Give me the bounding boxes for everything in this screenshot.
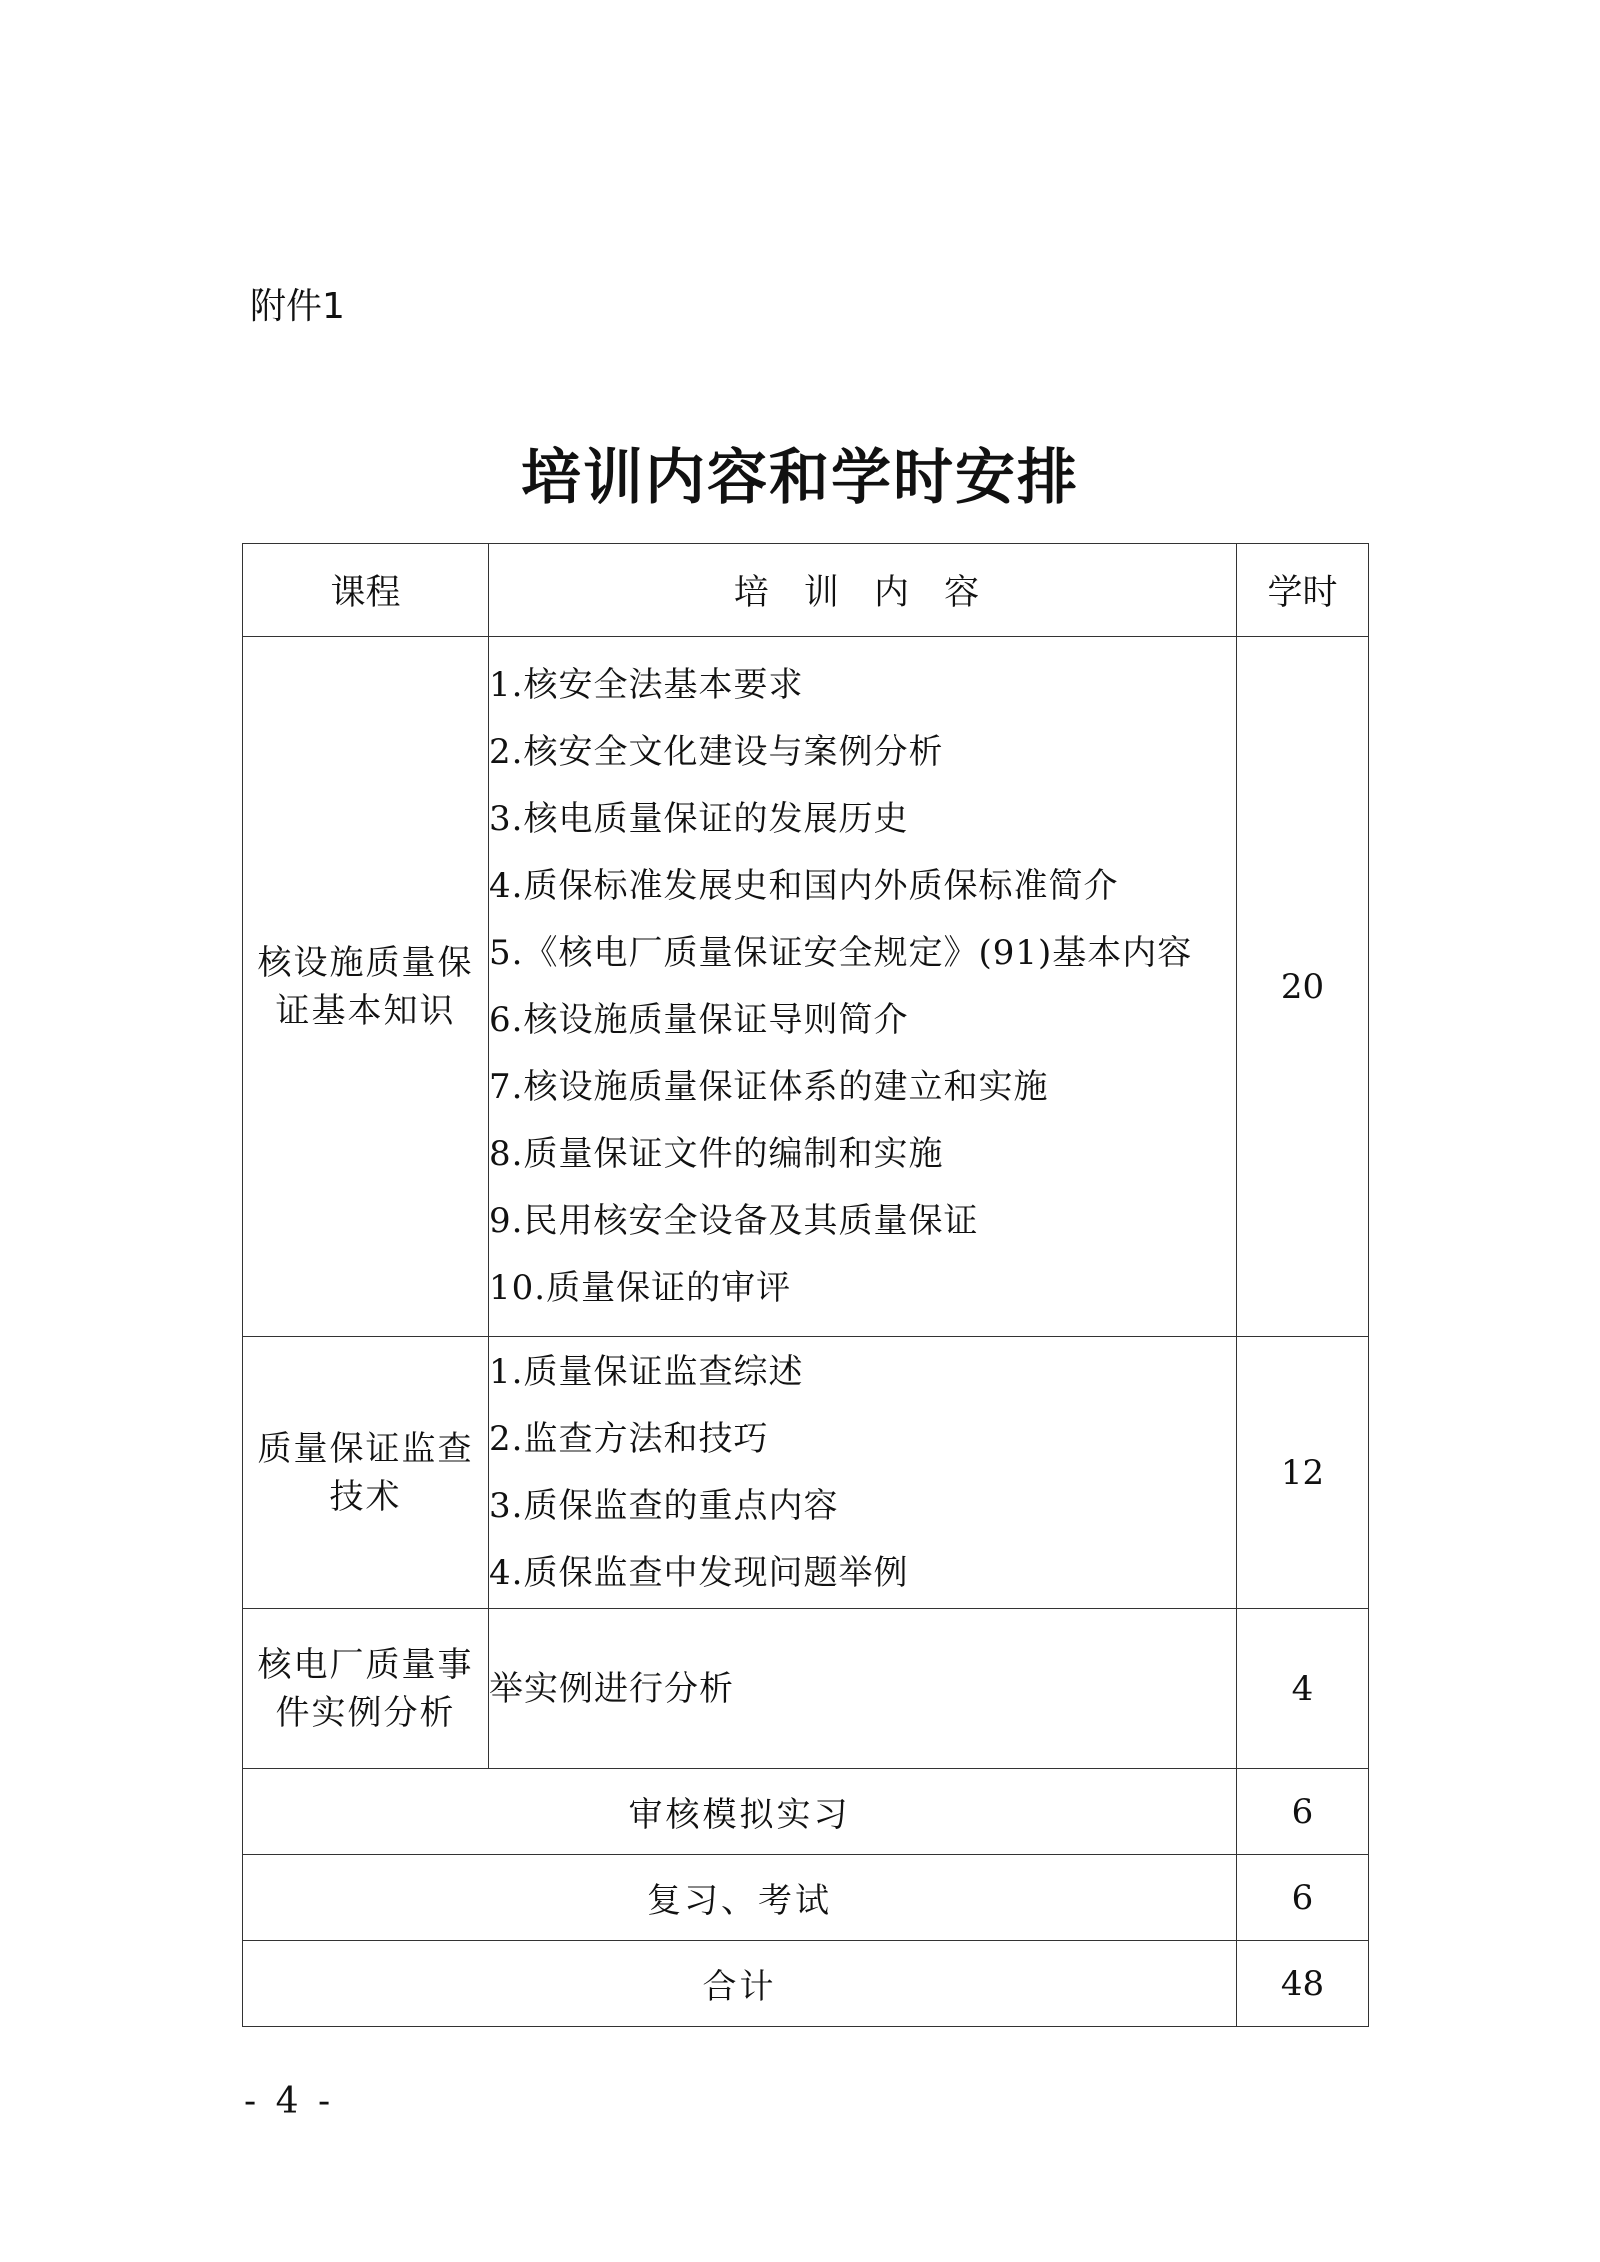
page-title: 培训内容和学时安排 <box>521 443 1079 513</box>
attachment-label: 附件1 <box>250 286 345 327</box>
table-row-total <box>243 1941 1369 2027</box>
content-item: 3.质保监查的重点内容 <box>489 1485 839 1526</box>
course-name: 核设施质量保证基本知识 <box>243 637 489 1337</box>
hours-value: 20 <box>1237 637 1369 1337</box>
schedule-table <box>242 543 1369 2027</box>
header-content: 培 训 内 容 <box>489 544 1237 637</box>
content-cell: 举实例进行分析 <box>489 1609 1237 1769</box>
content-item: 10.质量保证的审评 <box>489 1267 792 1308</box>
content-item: 9.民用核安全设备及其质量保证 <box>489 1200 979 1241</box>
table-row <box>243 637 1369 1337</box>
content-item: 5.《核电厂质量保证安全规定》(91)基本内容 <box>489 932 1193 973</box>
hours-value: 6 <box>1237 1769 1369 1855</box>
total-label: 合计 <box>243 1941 1237 2027</box>
content-item: 2.核安全文化建设与案例分析 <box>489 731 944 772</box>
content-item: 2.监查方法和技巧 <box>489 1418 769 1459</box>
header-course: 课程 <box>243 544 489 637</box>
content-item: 6.核设施质量保证导则简介 <box>489 999 909 1040</box>
total-hours-value: 48 <box>1237 1941 1369 2027</box>
content-item: 4.质保标准发展史和国内外质保标准简介 <box>489 865 1119 906</box>
merged-course-label: 审核模拟实习 <box>243 1769 1237 1855</box>
table-header-row <box>243 544 1369 637</box>
page-number: - 4 - <box>244 2081 335 2122</box>
hours-value: 4 <box>1237 1609 1369 1769</box>
content-item: 3.核电质量保证的发展历史 <box>489 798 909 839</box>
content-item: 1.质量保证监查综述 <box>489 1351 804 1392</box>
course-name: 质量保证监查技术 <box>243 1337 489 1609</box>
content-item: 1.核安全法基本要求 <box>489 664 804 705</box>
table-row <box>243 1609 1369 1769</box>
merged-course-label: 复习、考试 <box>243 1855 1237 1941</box>
content-cell <box>489 637 1237 1337</box>
content-item: 4.质保监查中发现问题举例 <box>489 1552 909 1593</box>
hours-value: 6 <box>1237 1855 1369 1941</box>
content-cell <box>489 1337 1237 1609</box>
content-list <box>489 652 1236 1322</box>
table-row-merged <box>243 1769 1369 1855</box>
course-name: 核电厂质量事件实例分析 <box>243 1609 489 1769</box>
table-row-merged <box>243 1855 1369 1941</box>
content-item: 8.质量保证文件的编制和实施 <box>489 1133 944 1174</box>
table-row <box>243 1337 1369 1609</box>
content-list <box>489 1339 1236 1607</box>
header-hours: 学时 <box>1237 544 1369 637</box>
hours-value: 12 <box>1237 1337 1369 1609</box>
content-item: 7.核设施质量保证体系的建立和实施 <box>489 1066 1049 1107</box>
